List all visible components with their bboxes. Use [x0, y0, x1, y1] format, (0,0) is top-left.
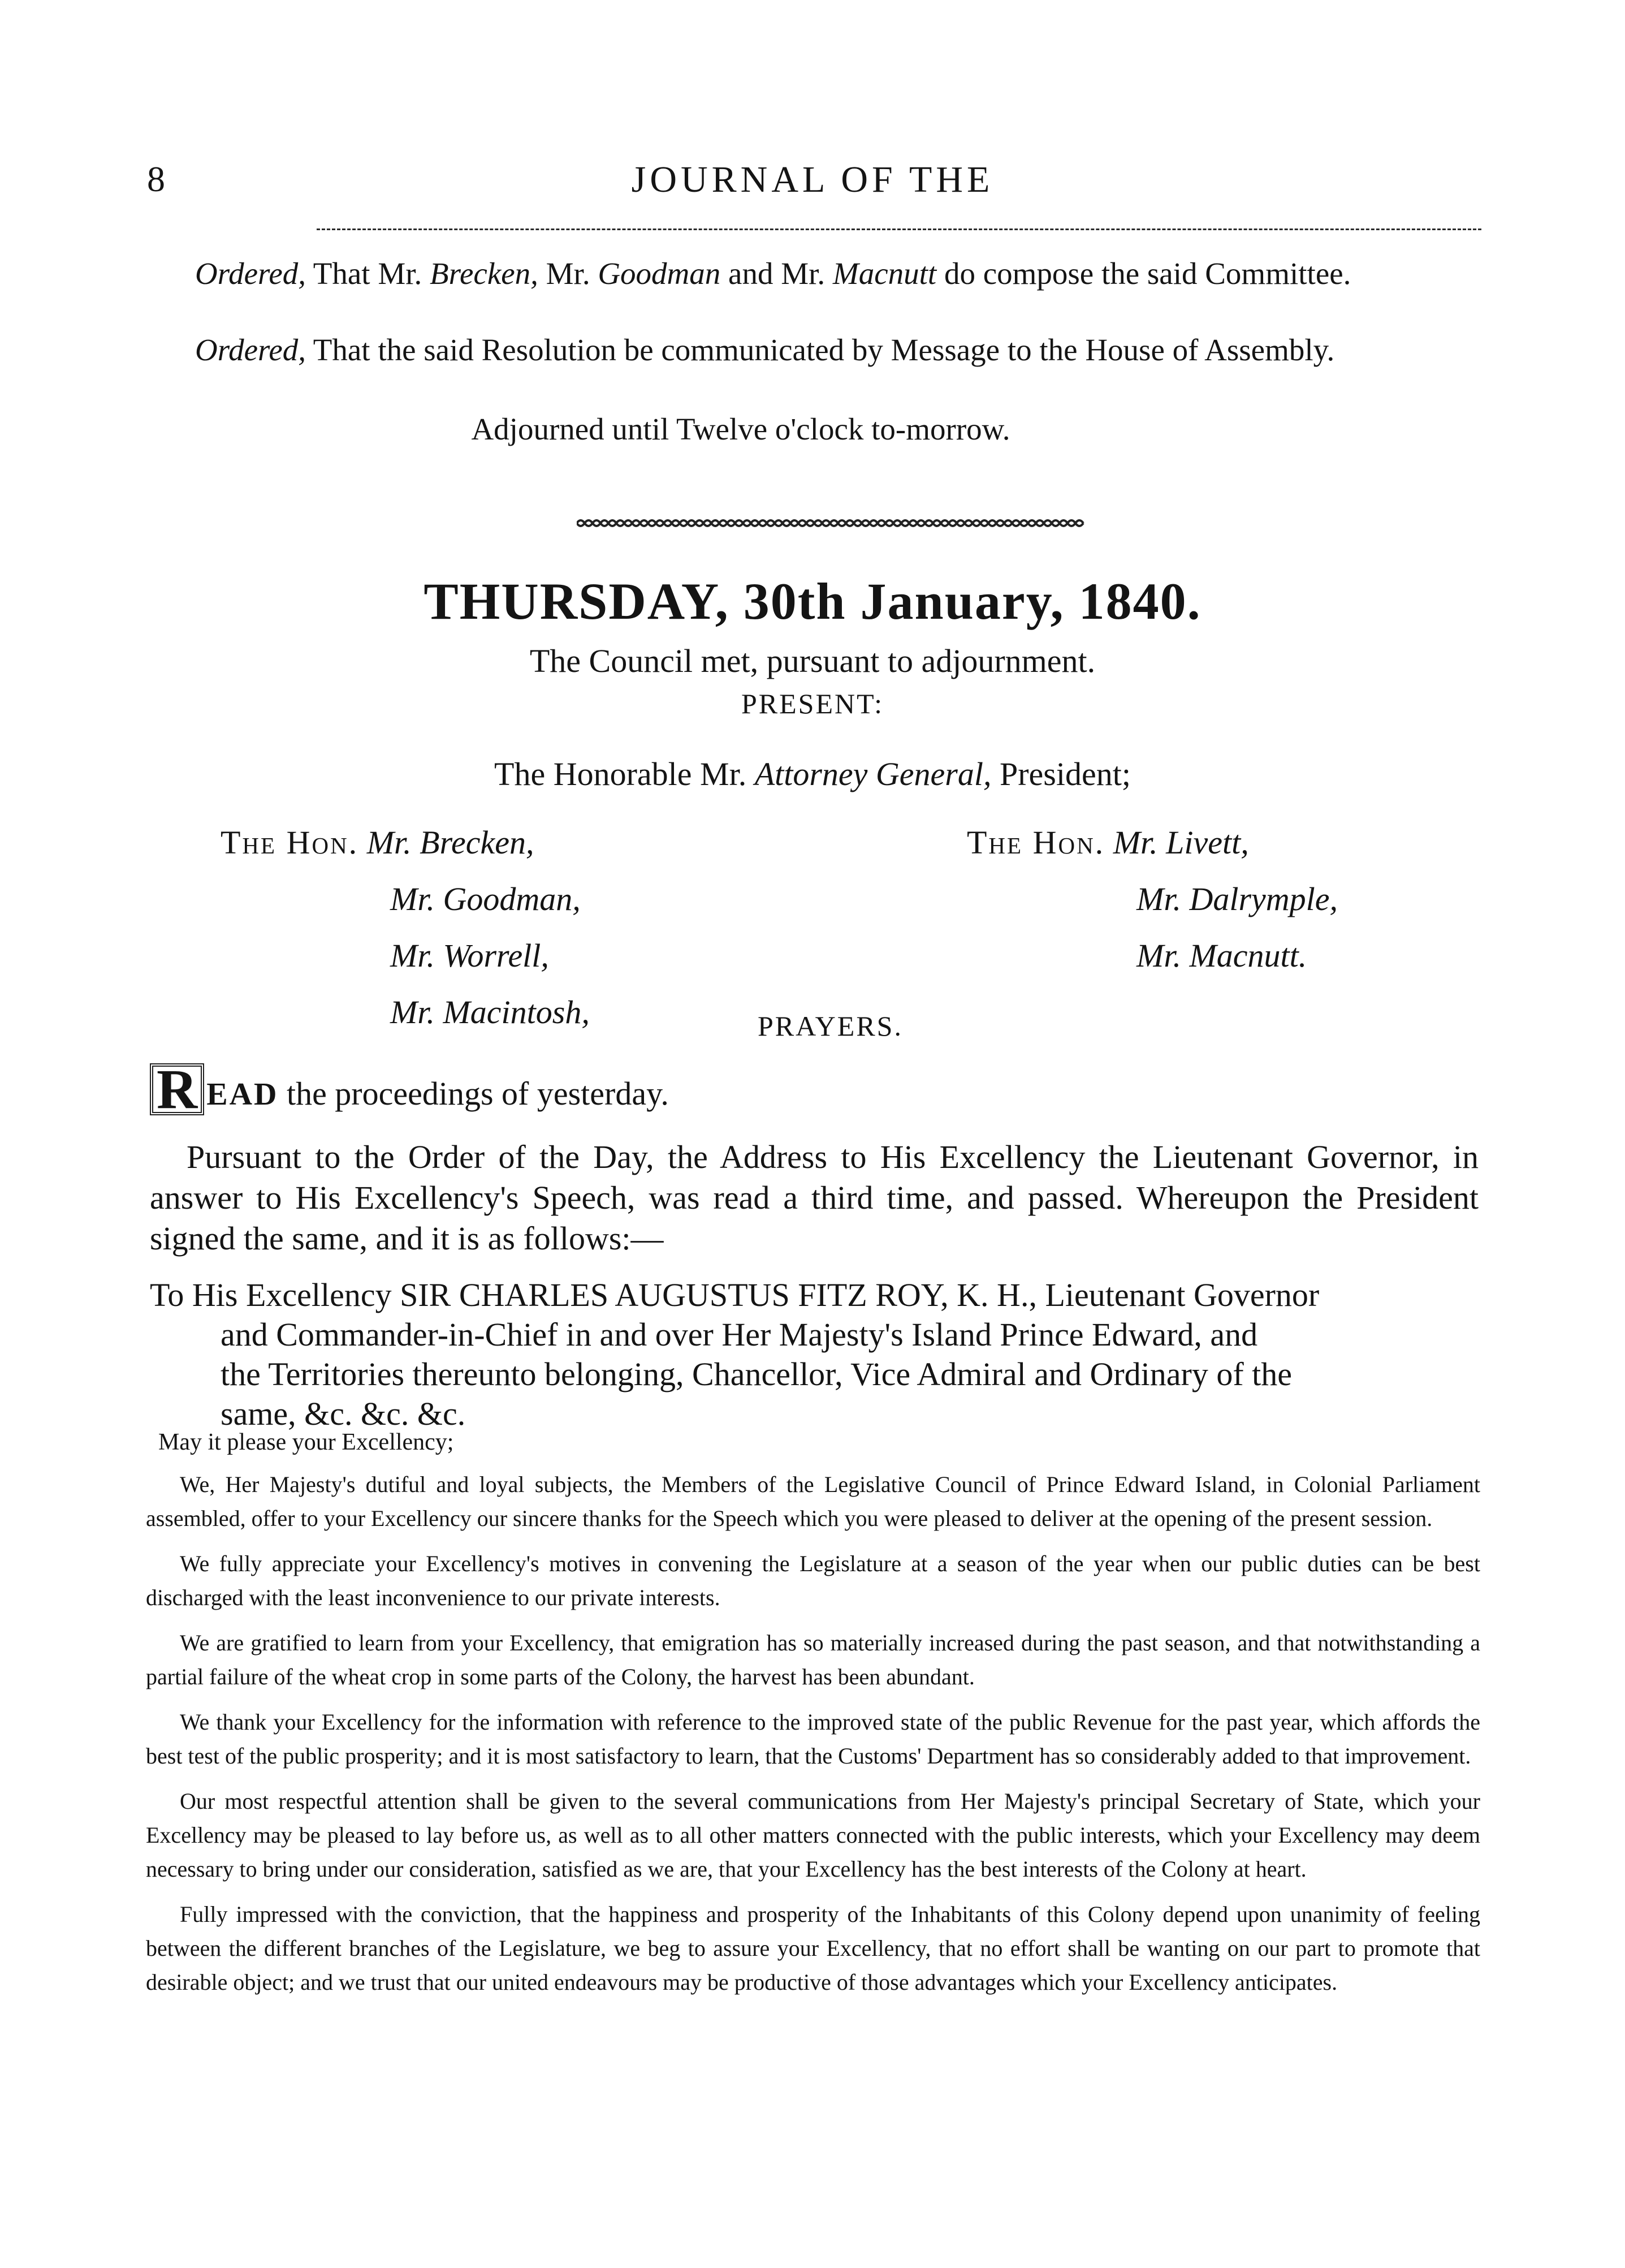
- member-name: Macnutt: [832, 256, 937, 291]
- member-name: Mr. Livett,: [1113, 824, 1249, 861]
- hon-prefix: The Hon.: [221, 824, 359, 861]
- hon-prefix: The Hon.: [967, 824, 1105, 861]
- ordered-label: Ordered,: [195, 333, 306, 367]
- page-number: 8: [147, 159, 165, 199]
- member-name: Mr. Goodman,: [390, 881, 581, 917]
- council-met-line: The Council met, pursuant to adjournment.: [529, 643, 1096, 679]
- order-text: That the said Resolution be communicated by Message to the House of Assembly.: [313, 333, 1335, 367]
- order-message: [147, 331, 1481, 369]
- president-line: [0, 755, 1625, 793]
- address-paragraph: We fully appreciate your Excellency's motives in convening the Legislature at a season of the year when our public duties can be best discharged with the least inconvenience to our private interests.: [146, 1551, 1480, 1610]
- order-text: do compose the said Committee.: [944, 256, 1351, 291]
- header-rule: [317, 228, 1481, 230]
- address-line: To His Excellency SIR CHARLES AUGUSTUS FITZ ROY, K. H., Lieutenant Governor: [150, 1277, 1320, 1313]
- member-name: Goodman: [598, 256, 721, 291]
- member-name: Mr. Worrell,: [390, 937, 549, 974]
- address-paragraph: We, Her Majesty's dutiful and loyal subjects, the Members of the Legislative Council of Prince Edward Island, in Colonial Parliament assembled, offer to your Excellency our sincere thanks for the Speech which you were pleased to deliver at the opening of the present session.: [146, 1472, 1480, 1531]
- member-name: Mr. Brecken,: [366, 824, 534, 861]
- address-paragraph: Our most respectful attention shall be given to the several communications from Her Majesty's principal Secretary of State, which your Excellency may be pleased to lay before us, as well as to all other matters connected with the public interests, which your Excellency may deem necessary to bring under our consideration, satisfied as we are, that your Excellency has the best interests of the Colony at heart.: [146, 1788, 1480, 1882]
- day-heading: THURSDAY, 30th January, 1840.: [423, 572, 1202, 630]
- prayers-label: PRAYERS.: [758, 1010, 903, 1042]
- running-head: JOURNAL OF THE: [631, 159, 994, 200]
- address-line: the Territories thereunto belonging, Chancellor, Vice Admiral and Ordinary of the: [221, 1356, 1292, 1392]
- read-word: EAD: [206, 1077, 279, 1112]
- order-of-day-paragraph: Pursuant to the Order of the Day, the Address to His Excellency the Lieutenant Governor, in answer to His Excellency's Speech, was read a third time, and passed. Whereupon the President signed the same, and it is as follows:—: [150, 1139, 1479, 1257]
- read-text: the proceedings of yesterday.: [286, 1075, 669, 1112]
- salutation-text: May it please your Excellency;: [158, 1429, 454, 1455]
- member-name: Mr. Macnutt.: [1136, 937, 1307, 974]
- present-label: PRESENT:: [741, 688, 884, 719]
- order-text: and Mr.: [728, 256, 826, 291]
- member-name: Mr. Dalrymple,: [1136, 881, 1338, 917]
- member-name: Mr. Macintosh,: [390, 994, 590, 1030]
- ornamental-divider: [577, 518, 1086, 529]
- address-paragraph: We are gratified to learn from your Excellency, that emigration has so materially increased during the past season, and that notwithstanding a partial failure of the wheat crop in some parts of the Colony, the harvest has been abundant.: [146, 1630, 1480, 1689]
- president-prefix: The Honorable Mr.: [494, 756, 747, 792]
- address-body: [146, 1468, 1480, 1999]
- president-suffix: President;: [999, 756, 1131, 792]
- salutation: [147, 1425, 1481, 1459]
- members-left: [221, 814, 590, 1041]
- address-paragraph: We thank your Excellency for the information with reference to the improved state of the public Revenue for the past year, which affords the best test of the public prosperity; and it is most satisfactory to learn, that the Customs' Department has so considerably added to that improvement.: [146, 1709, 1480, 1769]
- adjourned-line: Adjourned until Twelve o'clock to-morrow.: [471, 412, 1010, 446]
- president-title: Attorney General,: [754, 756, 992, 792]
- address-paragraph: Fully impressed with the conviction, that the happiness and prosperity of the Inhabitants of this Colony depend upon unanimity of feeling between the different branches of the Legislature, we beg to assure your Excellency, that no effort shall be wanting on our part to promote that desirable object; and we trust that our united endeavours may be productive of those advantages which your Excellency anticipates.: [146, 1902, 1480, 1995]
- order-text: That Mr.: [313, 256, 422, 291]
- members-right: [967, 814, 1338, 984]
- address-heading: [150, 1275, 1484, 1434]
- read-proceedings-line: [150, 1058, 669, 1120]
- page-header: [147, 153, 1478, 204]
- order-text: Mr.: [546, 256, 590, 291]
- drop-cap: R: [150, 1063, 204, 1115]
- member-name: Brecken,: [430, 256, 538, 291]
- address-line: and Commander-in-Chief in and over Her Majesty's Island Prince Edward, and: [221, 1316, 1258, 1353]
- address-line: same, &c. &c. &c.: [221, 1395, 466, 1432]
- ordered-label: Ordered,: [195, 256, 306, 291]
- order-committee: [147, 255, 1481, 293]
